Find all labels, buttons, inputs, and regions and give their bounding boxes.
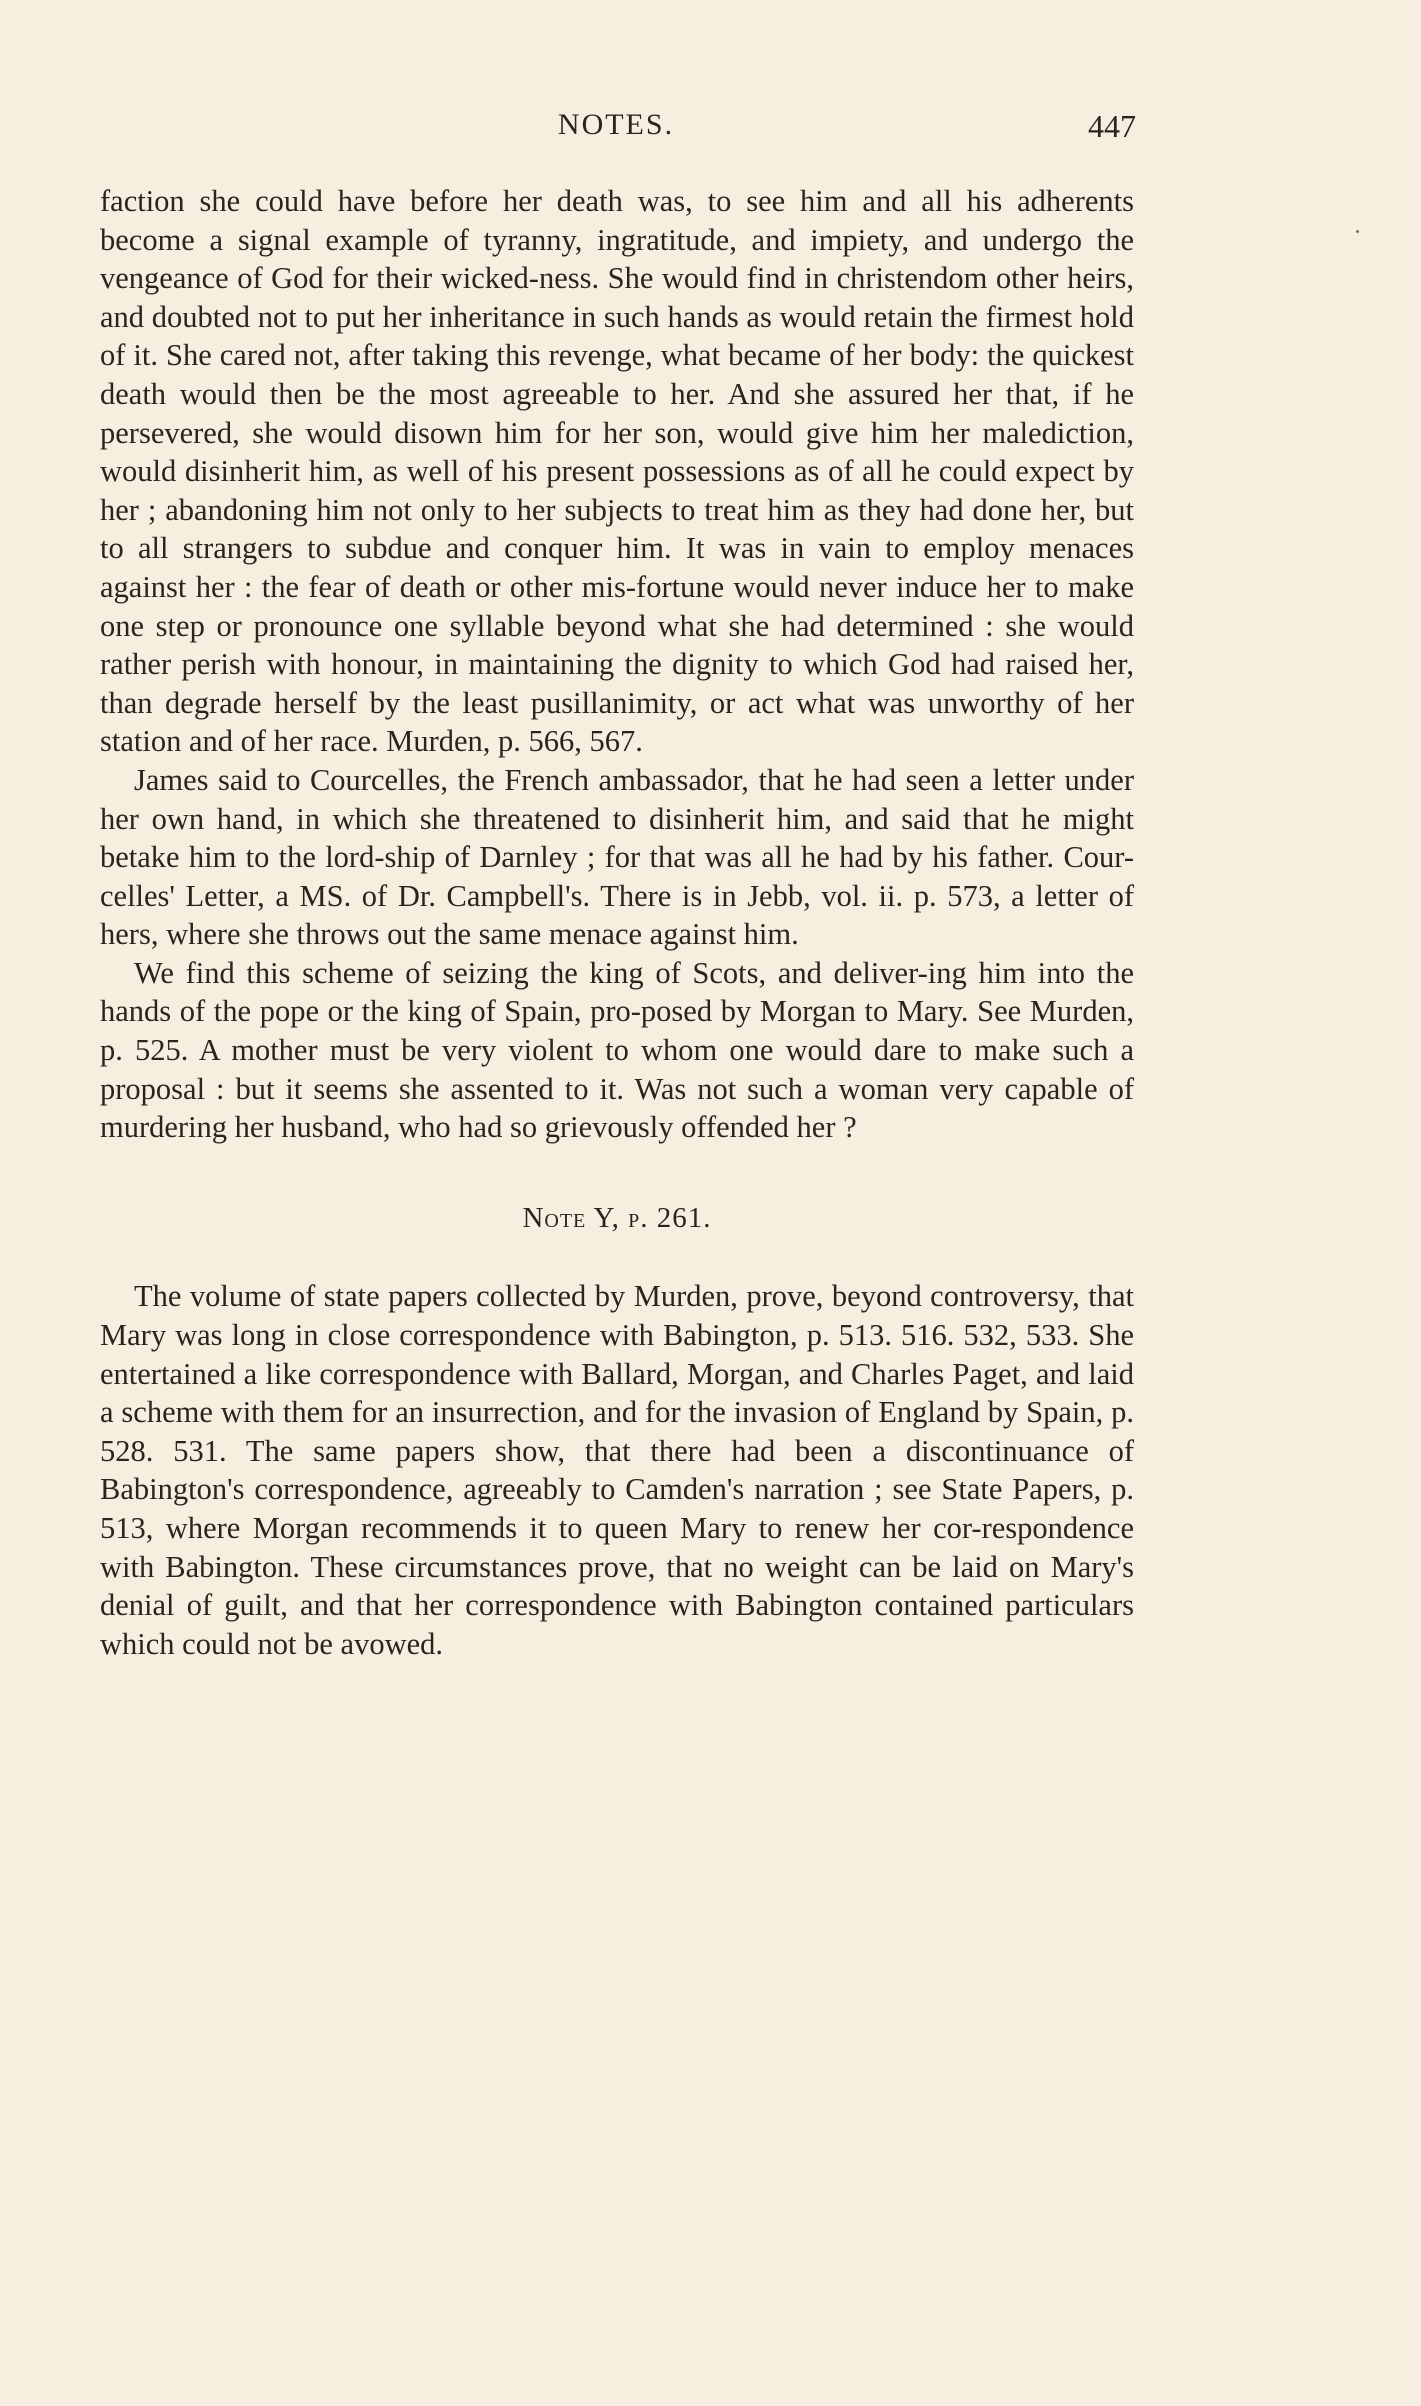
paragraph-continued: faction she could have before her death was, to see him and all his adherents become a signal example of tyranny, ingratitude, and impiety, and undergo the vengeance of God for their wicked-ness. She would find in christendom other heirs, and doubted not to put her inheritance in such hands as would retain the firmest hold of it. She cared not, after taking this revenge, what became of her body: the quickest death would then be the most agreeable to her. And she assured her that, if he persevered, she would disown him for her son, would give him her malediction, would disinherit him, as well of his present possessions as of all he could expect by her ; abandoning him not only to her subjects to treat him as they had done her, but to all strangers to subdue and conquer him. It was in vain to employ menaces against her : the fear of death or other mis-fortune would never induce her to make one step or pronounce one syllable beyond what she had determined : she would rather perish with honour, in maintaining the dignity to which God had raised her, than degrade herself by the least pusillanimity, or act what was unworthy of her station and of her race. Murden, p. 566, 567. bbox=[100, 184, 1134, 759]
stray-mark bbox=[1356, 230, 1359, 233]
note-heading: Note Y, p. 261. bbox=[522, 1201, 712, 1234]
paragraph-scheme: We find this scheme of seizing the king of Scots, and deliver-ing him into the hands of the pope or the king of Spain, pro-posed by Morgan to Mary. See Murden, p. 525. A mother must be very violent to whom one would dare to make such a proposal : but it seems she assented to it. Was not such a woman very capable of murdering her husband, who had so grievously offended her ? bbox=[100, 955, 1134, 1145]
page-number: 447 bbox=[1088, 108, 1136, 144]
running-title: NOTES. bbox=[557, 108, 675, 141]
paragraph-james: James said to Courcelles, the French ambassador, that he had seen a letter under her own hand, in which she threatened to disinherit him, and said that he might betake him to the lord-ship of Darnley ; for that was all he had by his father. Cour-celles' Letter, a MS. of Dr. Campbell's. There is in Jebb, vol. ii. p. 573, a letter of hers, where she throws out the same menace against him. bbox=[100, 762, 1134, 952]
body-text bbox=[100, 182, 1134, 1663]
paragraph-note-y: The volume of state papers collected by Murden, prove, beyond controversy, that Mary was long in close correspondence with Babington, p. 513. 516. 532, 533. She entertained a like correspondence with Ballard, Morgan, and Charles Paget, and laid a scheme with them for an insurrection, and for the invasion of England by Spain, p. 528. 531. The same papers show, that there had been a discontinuance of Babington's correspondence, agreeably to Camden's narration ; see State Papers, p. 513, where Morgan recommends it to queen Mary to renew her cor-respondence with Babington. These circumstances prove, that no weight can be laid on Mary's denial of guilt, and that her correspondence with Babington contained particulars which could not be avowed. bbox=[100, 1279, 1134, 1661]
running-head bbox=[96, 108, 1136, 148]
